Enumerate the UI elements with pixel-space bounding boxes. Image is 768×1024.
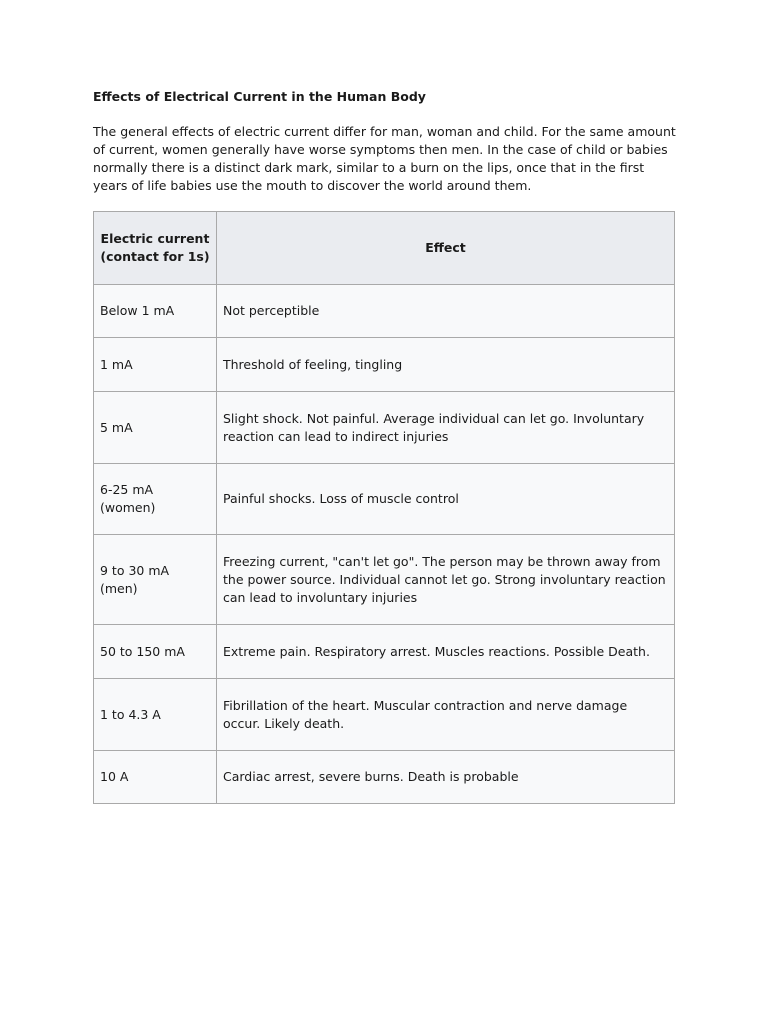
current-cell: 1 to 4.3 A: [94, 679, 217, 751]
table-row: [94, 464, 675, 535]
effect-cell: Cardiac arrest, severe burns. Death is probable: [217, 751, 675, 804]
table-row: [94, 679, 675, 751]
table-header-row: [94, 212, 675, 285]
effect-cell: Painful shocks. Loss of muscle control: [217, 464, 675, 535]
table-row: [94, 535, 675, 625]
document-page: [93, 88, 674, 804]
current-cell: 10 A: [94, 751, 217, 804]
current-cell: 5 mA: [94, 392, 217, 464]
table-row: [94, 338, 675, 392]
intro-paragraph: The general effects of electric current differ for man, woman and child. For the same amount of current, women generally have worse symptoms then men. In the case of child or babies normally there is a distinct dark mark, similar to a burn on the lips, once that in the first years of life babies use the mouth to discover the world around them.: [93, 124, 676, 193]
current-cell: 9 to 30 mA (men): [94, 535, 217, 625]
effect-cell: Fibrillation of the heart. Muscular contraction and nerve damage occur. Likely death.: [217, 679, 675, 751]
effect-cell: Freezing current, "can't let go". The person may be thrown away from the power source. Individual cannot let go. Strong involuntary reaction can lead to involuntary injuries: [217, 535, 675, 625]
table-row: [94, 392, 675, 464]
effect-cell: Slight shock. Not painful. Average individual can let go. Involuntary reaction can lead to indirect injuries: [217, 392, 675, 464]
document-title: Effects of Electrical Current in the Human Body: [93, 89, 426, 104]
current-cell: 6-25 mA (women): [94, 464, 217, 535]
header-effect: Effect: [217, 212, 675, 285]
current-cell: 1 mA: [94, 338, 217, 392]
table-row: [94, 625, 675, 679]
table-row: [94, 285, 675, 338]
effects-table: [93, 211, 675, 804]
effect-cell: Not perceptible: [217, 285, 675, 338]
current-cell: Below 1 mA: [94, 285, 217, 338]
header-electric-current: Electric current (contact for 1s): [94, 212, 217, 285]
effect-cell: Extreme pain. Respiratory arrest. Muscles reactions. Possible Death.: [217, 625, 675, 679]
effect-cell: Threshold of feeling, tingling: [217, 338, 675, 392]
current-cell: 50 to 150 mA: [94, 625, 217, 679]
table-row: [94, 751, 675, 804]
